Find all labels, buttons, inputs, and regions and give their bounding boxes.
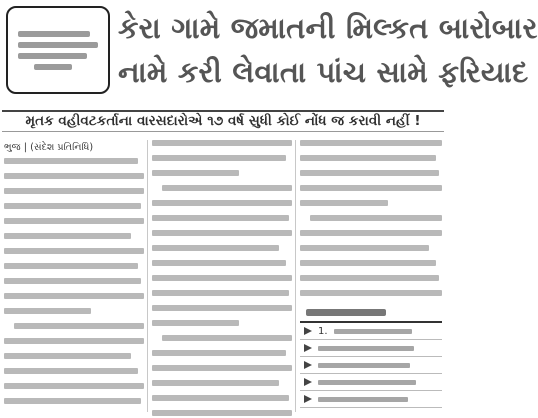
list-item — [300, 323, 442, 340]
triangle-bullet-icon — [304, 327, 312, 335]
headline — [118, 6, 538, 94]
list-item — [300, 391, 442, 408]
accused-list-box — [300, 303, 442, 413]
list-number: 1. — [318, 325, 328, 337]
kicker-box — [6, 6, 110, 94]
column-rule — [147, 140, 148, 412]
headline-line-1: કેરા ગામે જમાતની મિલ્કત બારોબાર — [118, 11, 538, 45]
kicker-line — [34, 64, 72, 70]
header — [2, 2, 538, 106]
triangle-bullet-icon — [304, 395, 312, 403]
column-rule — [295, 140, 296, 412]
body-text — [300, 140, 442, 296]
headline-line-2: નામે કરી લેવાતા પાંચ સામે ફરિયાદ — [118, 55, 529, 89]
list-item — [300, 340, 442, 357]
accused-list-heading — [300, 303, 442, 323]
list-item — [300, 374, 442, 391]
article-column-2 — [152, 140, 292, 414]
dateline: ભુજ | (સંદેશ પ્રતિનિધિ) — [4, 142, 94, 153]
kicker-line — [18, 42, 98, 48]
list-item — [300, 357, 442, 374]
kicker-line — [18, 31, 90, 37]
triangle-bullet-icon — [304, 378, 312, 386]
body-text — [4, 158, 144, 404]
kicker-line — [18, 53, 87, 59]
article-column-3 — [300, 140, 442, 300]
triangle-bullet-icon — [304, 344, 312, 352]
deck: મૃતક વહીવટકર્તાના વારસદારોએ ૧૭ વર્ષ સુધી કોઈ નોંધ જ કરાવી નહીં ! — [2, 110, 444, 132]
article-column-1 — [4, 140, 144, 414]
triangle-bullet-icon — [304, 361, 312, 369]
body-text — [152, 140, 292, 416]
